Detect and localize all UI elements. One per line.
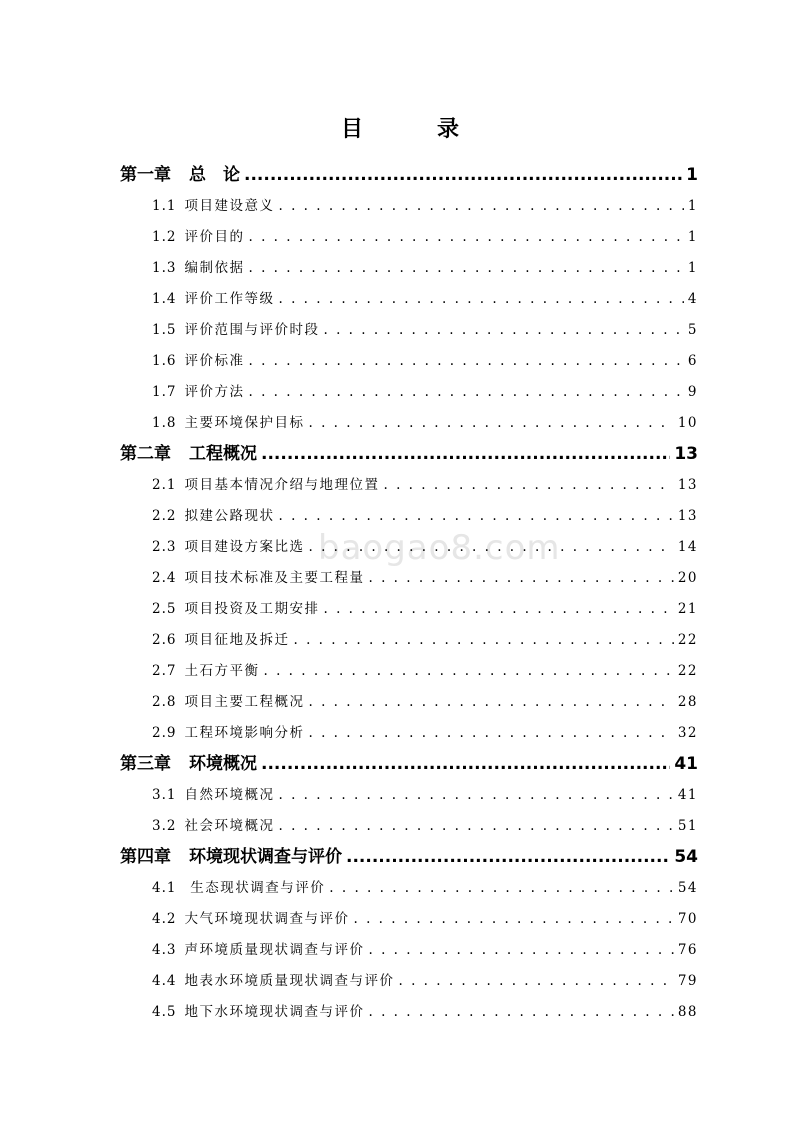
toc-page-number: 76: [677, 942, 698, 958]
toc-leader-dots: [383, 470, 673, 501]
toc-page-number: 70: [677, 911, 698, 927]
toc-title: 目 录: [340, 117, 485, 142]
toc-entry-label: [152, 935, 364, 966]
toc-section-entry[interactable]: [120, 563, 698, 594]
toc-page-number: 79: [677, 973, 698, 989]
toc-chapter-entry[interactable]: [120, 842, 698, 873]
toc-leader-dots: [368, 563, 673, 594]
toc-entry-title: 项目征地及拆迁: [184, 632, 290, 648]
toc-entry-number: 2.9: [152, 725, 177, 741]
toc-entry-label: [152, 532, 304, 563]
toc-leader-dots: [263, 656, 673, 687]
toc-section-entry[interactable]: [120, 532, 698, 563]
toc-section-entry[interactable]: [120, 811, 698, 842]
toc-entry-title: 编制依据: [184, 260, 245, 276]
toc-entry-label: [152, 687, 304, 718]
toc-leader-dots: [244, 160, 682, 191]
toc-entry-number: 2.4: [152, 570, 177, 586]
toc-chapter-entry[interactable]: [120, 439, 698, 470]
toc-entry-number: 4.2: [152, 911, 177, 927]
toc-page-number: 21: [677, 601, 698, 617]
toc-entry-label: [120, 842, 342, 873]
toc-section-entry[interactable]: [120, 501, 698, 532]
toc-entry-title: 社会环境概况: [184, 818, 275, 834]
toc-leader-dots: [278, 191, 683, 222]
toc-page-number: 14: [677, 539, 698, 555]
toc-entry-title: 主要环境保护目标: [184, 415, 305, 431]
toc-leader-dots: [293, 625, 673, 656]
toc-leader-dots: [368, 997, 673, 1028]
toc-entry-number: 4.1: [152, 880, 177, 896]
toc-entry-label: [152, 811, 274, 842]
toc-entry-number: 1.4: [152, 291, 177, 307]
toc-entry-label: [152, 501, 274, 532]
toc-section-entry[interactable]: [120, 470, 698, 501]
toc-entry-title: 项目建设意义: [184, 198, 275, 214]
toc-chapter-entry[interactable]: [120, 160, 698, 191]
toc-page-number: 6: [687, 353, 698, 369]
toc-entry-label: [152, 222, 244, 253]
toc-page-number: 88: [677, 1004, 698, 1020]
toc-entry-title: 项目投资及工期安排: [184, 601, 320, 617]
toc-section-entry[interactable]: [120, 966, 698, 997]
toc-entry-number: 2.2: [152, 508, 177, 524]
toc-entry-label: [152, 408, 304, 439]
toc-section-entry[interactable]: [120, 253, 698, 284]
toc-page-number: 1: [687, 198, 698, 214]
toc-section-entry[interactable]: [120, 935, 698, 966]
toc-entry-title: 地表水环境质量现状调查与评价: [184, 973, 395, 989]
toc-entry-title: 工程概况: [189, 444, 257, 464]
toc-entry-title: 声环境质量现状调查与评价: [184, 942, 365, 958]
toc-entry-title: 评价目的: [184, 229, 245, 245]
toc-entry-number: 第一章: [120, 165, 171, 185]
toc-leader-dots: [323, 315, 683, 346]
toc-page-number: 51: [677, 818, 698, 834]
toc-section-entry[interactable]: [120, 594, 698, 625]
toc-entry-number: 1.8: [152, 415, 177, 431]
toc-entry-title: 评价工作等级: [184, 291, 275, 307]
toc-section-entry[interactable]: [120, 408, 698, 439]
toc-entry-title: 项目建设方案比选: [184, 539, 305, 555]
toc-entry-number: 2.6: [152, 632, 177, 648]
toc-entry-title: 大气环境现状调查与评价: [184, 911, 350, 927]
toc-leader-dots: [248, 222, 683, 253]
watermark: baogao8.com: [318, 528, 561, 568]
toc-entry-title: 环境现状调查与评价: [189, 847, 342, 867]
toc-chapter-entry[interactable]: [120, 749, 698, 780]
toc-entry-label: [152, 718, 304, 749]
toc-entry-number: 2.5: [152, 601, 177, 617]
toc-entry-number: 4.4: [152, 973, 177, 989]
toc-leader-dots: [278, 501, 673, 532]
toc-section-entry[interactable]: [120, 873, 698, 904]
toc-entry-label: [152, 470, 379, 501]
toc-entry-number: 第二章: [120, 444, 171, 464]
toc-leader-dots: [248, 377, 683, 408]
toc-leader-dots: [248, 253, 683, 284]
toc-entry-number: 1.2: [152, 229, 177, 245]
toc-entry-label: [152, 625, 289, 656]
toc-entry-title: 自然环境概况: [184, 787, 275, 803]
toc-entry-number: 2.7: [152, 663, 177, 679]
toc-page-number: 28: [677, 694, 698, 710]
toc-page-number: 22: [677, 663, 698, 679]
toc-page-number: 32: [677, 725, 698, 741]
toc-entry-label: [120, 439, 257, 470]
toc-section-entry[interactable]: [120, 625, 698, 656]
toc-entry-label: [152, 904, 349, 935]
toc-section-entry[interactable]: [120, 284, 698, 315]
toc-entry-label: [152, 873, 325, 904]
toc-entry-title: 生态现状调查与评价: [184, 880, 326, 896]
toc-entry-number: 4.3: [152, 942, 177, 958]
toc-page-number: 9: [687, 384, 698, 400]
toc-section-entry[interactable]: [120, 191, 698, 222]
toc-section-entry[interactable]: [120, 377, 698, 408]
toc-leader-dots: [261, 749, 670, 780]
toc-entry-number: 1.7: [152, 384, 177, 400]
toc-entry-label: [152, 253, 244, 284]
toc-entry-title: 评价范围与评价时段: [184, 322, 320, 338]
toc-leader-dots: [323, 594, 673, 625]
toc-entry-title: 项目主要工程概况: [184, 694, 305, 710]
toc-page-number: 22: [677, 632, 698, 648]
toc-page-number: 13: [677, 477, 698, 493]
toc-entry-title: 项目技术标准及主要工程量: [184, 570, 365, 586]
toc-section-entry[interactable]: [120, 222, 698, 253]
toc-entry-number: 1.6: [152, 353, 177, 369]
toc-entry-label: [152, 284, 274, 315]
toc-leader-dots: [329, 873, 674, 904]
toc-leader-dots: [261, 439, 670, 470]
toc-page-number: 5: [687, 322, 698, 338]
toc-entry-number: 3.1: [152, 787, 177, 803]
toc-leader-dots: [278, 780, 673, 811]
toc-leader-dots: [346, 842, 670, 873]
toc-entry-label: [152, 346, 244, 377]
toc-leader-dots: [308, 532, 673, 563]
toc-entry-title: 项目基本情况介绍与地理位置: [184, 477, 380, 493]
toc-entry-title: 土石方平衡: [184, 663, 260, 679]
toc-entry-label: [120, 749, 257, 780]
toc-entry-label: [120, 160, 240, 191]
toc-entry-number: 1.5: [152, 322, 177, 338]
toc-page-number: 1: [686, 165, 698, 185]
toc-leader-dots: [353, 904, 673, 935]
toc-entry-number: 3.2: [152, 818, 177, 834]
toc-entry-title: 地下水环境现状调查与评价: [184, 1004, 365, 1020]
toc-page-number: 1: [687, 229, 698, 245]
toc-leader-dots: [308, 718, 673, 749]
toc-page-number: 54: [674, 847, 698, 867]
toc-leader-dots: [248, 346, 683, 377]
toc-entry-title: 总 论: [189, 165, 240, 185]
toc-page-number: 13: [674, 444, 698, 464]
toc-entry-label: [152, 780, 274, 811]
toc-leader-dots: [398, 966, 673, 997]
toc-page-number: 10: [677, 415, 698, 431]
toc-leader-dots: [278, 284, 683, 315]
toc-entry-number: 第三章: [120, 754, 171, 774]
toc-page-number: 54: [677, 880, 698, 896]
toc-entry-number: 1.1: [152, 198, 177, 214]
toc-section-entry[interactable]: [120, 656, 698, 687]
toc-page-number: 4: [687, 291, 698, 307]
toc-entry-title: 工程环境影响分析: [184, 725, 305, 741]
toc-page-number: 41: [674, 754, 698, 774]
toc-entry-number: 2.1: [152, 477, 177, 493]
toc-section-entry[interactable]: [120, 315, 698, 346]
toc-entry-number: 2.8: [152, 694, 177, 710]
toc-entry-label: [152, 377, 244, 408]
toc-entry-label: [152, 594, 319, 625]
toc-leader-dots: [308, 687, 673, 718]
toc-entry-label: [152, 997, 364, 1028]
toc-page-number: 1: [687, 260, 698, 276]
toc-entry-number: 2.3: [152, 539, 177, 555]
toc-entry-title: 评价标准: [184, 353, 245, 369]
toc-entry-number: 第四章: [120, 847, 171, 867]
toc-page-number: 41: [677, 787, 698, 803]
toc-leader-dots: [308, 408, 673, 439]
toc-entry-label: [152, 315, 319, 346]
toc-entry-number: 4.5: [152, 1004, 177, 1020]
toc-entry-title: 环境概况: [189, 754, 257, 774]
toc-section-entry[interactable]: [120, 687, 698, 718]
toc-section-entry[interactable]: [120, 997, 698, 1028]
table-of-contents: [120, 160, 698, 1028]
toc-entry-number: 1.3: [152, 260, 177, 276]
toc-section-entry[interactable]: [120, 780, 698, 811]
toc-entry-label: [152, 966, 394, 997]
toc-section-entry[interactable]: [120, 718, 698, 749]
toc-entry-label: [152, 191, 274, 222]
toc-section-entry[interactable]: [120, 904, 698, 935]
toc-entry-title: 评价方法: [184, 384, 245, 400]
toc-page-number: 13: [677, 508, 698, 524]
toc-entry-label: [152, 656, 259, 687]
toc-entry-title: 拟建公路现状: [184, 508, 275, 524]
toc-section-entry[interactable]: [120, 346, 698, 377]
toc-entry-label: [152, 563, 364, 594]
toc-page-number: 20: [677, 570, 698, 586]
toc-leader-dots: [368, 935, 673, 966]
toc-leader-dots: [278, 811, 673, 842]
